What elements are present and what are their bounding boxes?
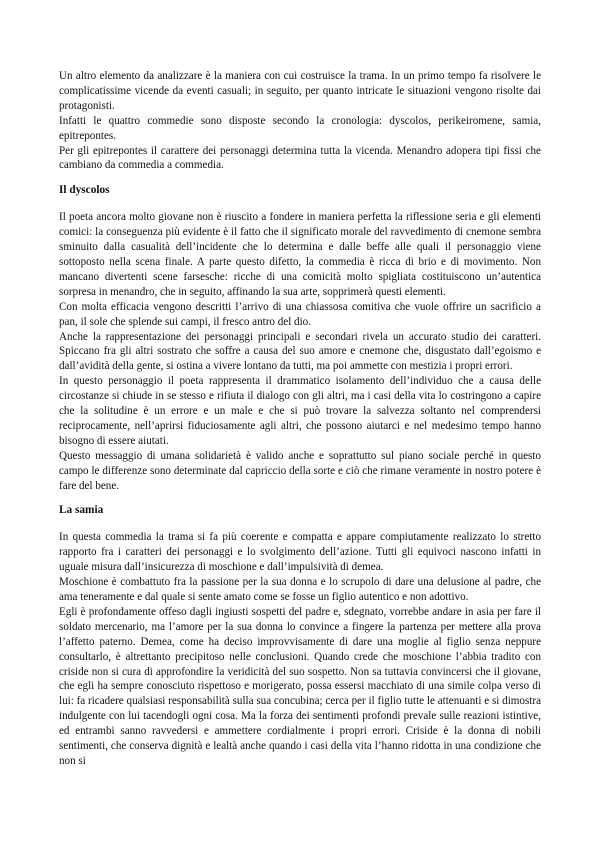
section-dyscolos <box>59 210 541 493</box>
section-heading: Il dyscolos <box>59 184 110 197</box>
paragraph: Il poeta ancora molto giovane non è riuscito a fondere in maniera perfetta la riflessione seria e gli elementi comici: la conseguenza più evidente è il fatto che il significato morale del ravvedimento di cnemone sembra sminuito dalla casualità dell’incidente che lo determina e dalle beffe alle quali il personaggio viene sottoposto nella scena finale. A parte questo difetto, la commedia è ricca di brio e di movimento. Non mancano divertenti scene farsesche: ricche di una comicità molto spigliata costituiscono un’autentica sorpresa in menandro, che in seguito, affinando la sua arte, sopprimerà questi elementi. <box>59 211 541 298</box>
paragraph: Per gli epitrepontes il carattere dei personaggi determina tutta la vicenda. Menandro adopera tipi fissi che cambiano da commedia a commedia. <box>59 144 541 172</box>
document-page <box>59 69 541 769</box>
paragraph: Infatti le quattro commedie sono disposte secondo la cronologia: dyscolos, perikeiromene, samia, epitrepontes. <box>59 114 541 142</box>
paragraph: Egli è profondamente offeso dagli ingiusti sospetti del padre e, sdegnato, vorrebbe andare in asia per fare il soldato mercenario, ma l’amore per la sua donna lo convince a fingere la partenza per mettere alla prova l’affetto paterno. Demea, come ha deciso improvvisamente di dare una moglie al figlio senza neppure consultarlo, è altrettanto precipitoso nelle conclusioni. Quando crede che moschione l’abbia tradito con criside non si cura di approfondire la veridicità del suo sospetto. Non sa tuttavia convincersi che il giovane, che egli ha sempre conosciuto rispettoso e morigerato, possa essersi macchiato di una simile colpa verso di lui: fa ricadere qualsiasi responsabilità sulla sua concubina; cerca per il figlio tutte le attenuanti e si dimostra indulgente con lui tacendogli ogni cosa. Ma la forza dei sentimenti profondi prevale sulle reazioni istintive, ed entrambi sanno ravvedersi e ammettere cordialmente i propri errori. Criside è la donna di nobili sentimenti, che conserva dignità e lealtà anche quando i casi della vita l’hanno ridotta in una condizione che non si <box>59 605 541 767</box>
paragraph: Con molta efficacia vengono descritti l’arrivo di una chiassosa comitiva che vuole offrire un sacrificio a pan, il sole che splende sui campi, il fresco antro del dio. <box>59 300 541 328</box>
section-heading: La samia <box>59 504 104 517</box>
paragraph: In questa commedia la trama si fa più coerente e compatta e appare compiutamente realizzato lo stretto rapporto fra i caratteri dei personaggi e lo svolgimento dell’azione. Tutti gli equivoci nascono infatti in uguale misura dall’insicurezza di moschione e dall’impulsività di demea. <box>59 531 541 574</box>
paragraph: Anche la rappresentazione dei personaggi principali e secondari rivela un accurato studio dei caratteri. Spiccano fra gli altri sostrato che soffre a causa del suo amore e cnemone che, disgustato dall’egoismo e dall’avidità della gente, si ostina a vivere lontano da tutti, ma poi ammette con mestizia i propri errori. <box>59 330 541 373</box>
section-samia <box>59 530 541 769</box>
paragraph: Questo messaggio di umana solidarietà è valido anche e soprattutto sul piano sociale perché in questo campo le differenze sono determinate dal capriccio della sorte e ciò che rimane veramente in nostro potere è fare del bene. <box>59 449 541 492</box>
paragraph: Un altro elemento da analizzare è la maniera con cui costruisce la trama. In un primo tempo fa risolvere le complicatissime vicende da eventi casuali; in seguito, per quanto intricate le situazioni vengono risolte dai protagonisti. <box>59 70 541 112</box>
paragraph: In questo personaggio il poeta rappresenta il drammatico isolamento dell’individuo che a causa delle circostanze si chiude in se stesso e rifiuta il dialogo con gli altri, ma i casi della vita lo costringono a capire che la solitudine è un errore e un male e che si può trovare la salvezza soltanto nel comprendersi reciprocamente, nell’aprirsi fiduciosamente agli altri, che possono aiutarci e nel medesimo tempo hanno bisogno di essere aiutati. <box>59 375 541 447</box>
paragraph: Moschione è combattuto fra la passione per la sua donna e lo scrupolo di dare una delusione al padre, che ama teneramente e dal quale si sente amato come se fosse un figlio autentico e non adottivo. <box>59 576 541 603</box>
intro-block <box>59 69 541 173</box>
